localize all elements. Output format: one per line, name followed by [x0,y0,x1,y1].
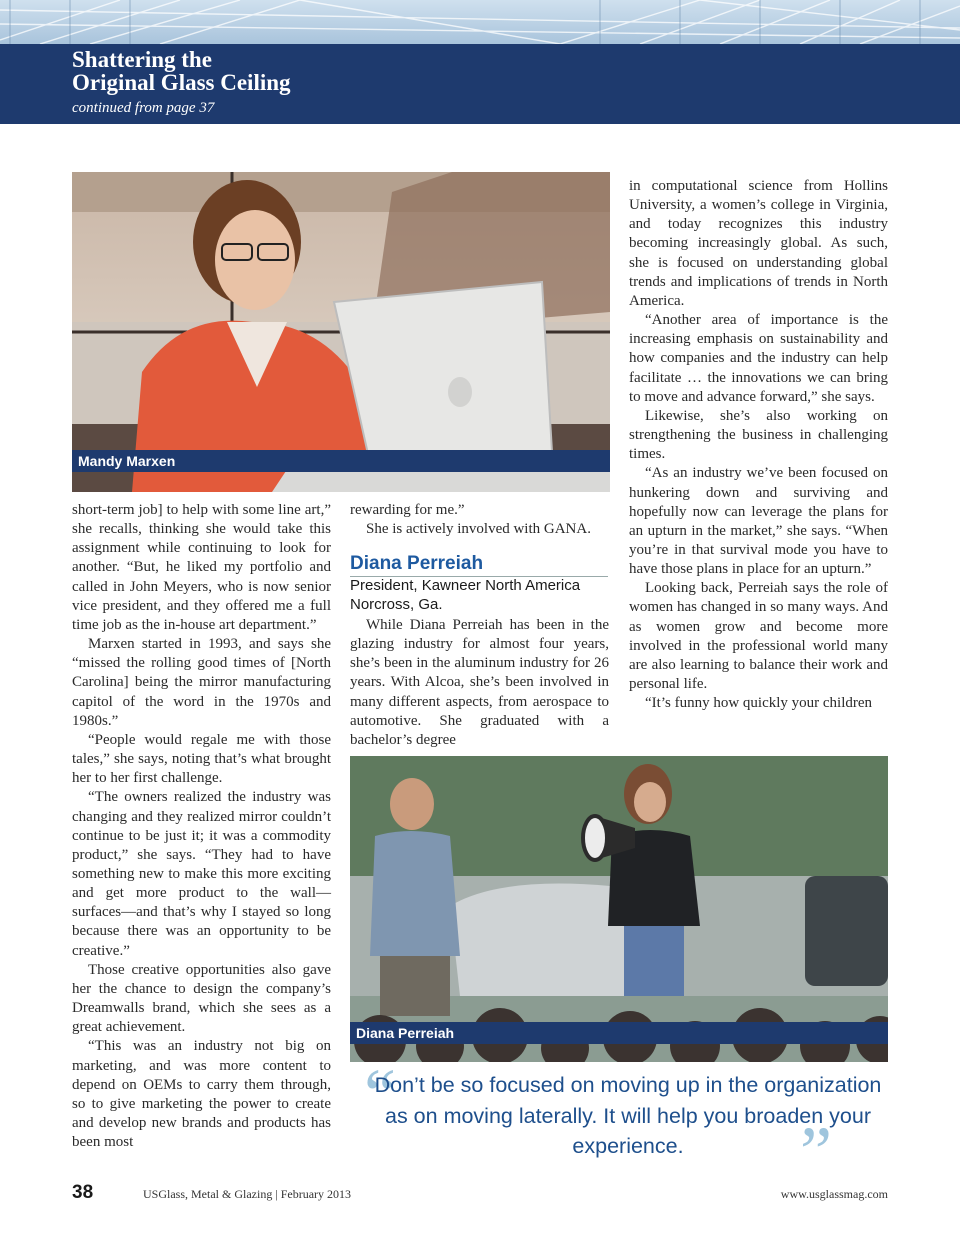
paragraph: “This was an industry not big on marketing, and was more content to depend on OEMs to carry them through, so to give marketing the power to create and develop new brands and products has been most [72,1038,331,1151]
paragraph: “As an industry we’ve been focused on hunkering down and surviving and hopefully now can leverage the plans for an upturn in the market,” she says. “When you’re in that survival mode you have to have those plans in place for an upturn.” [629,465,888,578]
paragraph: “It’s funny how quickly your children [645,695,873,712]
paragraph: short-term job] to help with some line art,” she recalls, thinking she would take this assignment while continuing to look for another. “But, he liked my portfolio and called in John Meyers, who is now senior vice president, and they offered me a full time job as the in-house art department.” [72,502,331,633]
photo-mandy-marxen-illustration [72,172,610,492]
column-2-text-body [350,616,609,750]
paragraph: rewarding for me.” [350,502,465,518]
column-3-text [629,177,888,713]
paragraph: Marxen started in 1993, and says she “missed the rolling good times of [North Carolina] being the mirror manufacturing capitol of the word in the 1970s and 1980s.” [72,636,331,729]
website-url: www.usglassmag.com [780,1187,888,1201]
profile-name-heading: Diana Perreiah [350,553,608,577]
paragraph: “People would regale me with those tales,” she says, noting that’s what brought her to her first challenge. [72,731,331,787]
paragraph: “Another area of importance is the increasing emphasis on sustainability and how companies and the industry can help facilitate … the innovations we can bring to move and advance forward,” she says. [629,312,888,405]
paragraph: Those creative opportunities also gave her the chance to design the company’s Dreamwalls brand, which she sees as a great achievement. [72,961,331,1036]
photo-mandy-marxen [72,172,610,492]
paragraph: “The owners realized the industry was changing and they realized mirror couldn’t continue to be just it; it was a commodity product,” she says. “They had to have something new to make this more exciting and get more product to the wall—surfaces—and that’s why I stayed so long because there was an opportunity to be creative.” [72,789,331,959]
profile-location: Norcross, Ga. [350,596,443,613]
article-title-line1: Shattering the [72,47,212,72]
pull-quote: Don’t be so focused on moving up in the organization as on moving laterally. It will help you broaden your experience. [374,1073,882,1158]
paragraph: in computational science from Hollins University, a women’s college in Virginia, and today recognizes this industry becoming increasingly global. As such, she is focused on understanding global trends and implications of trends in North America. [629,178,888,309]
article-title-line2: Original Glass Ceiling [72,70,291,95]
paragraph: Likewise, she’s also working on strengthening the business in challenging times. [629,407,888,463]
page-number: 38 [72,1182,94,1203]
header-photo-strip [0,0,960,44]
paragraph: While Diana Perreiah has been in the glazing industry for almost four years, she’s been in the aluminum industry for 26 years. With Alcoa, she’s been involved in many different aspects, from aerospace to automotive. She graduated with a bachelor’s degree [350,617,609,748]
close-quote-mark-icon: ” [800,1112,832,1192]
article-header-banner [0,44,960,124]
column-2-text-top [350,501,609,539]
profile-title: President, Kawneer North America [350,577,581,594]
paragraph: She is actively involved with GANA. [366,521,591,538]
magazine-issue: USGlass, Metal & Glazing | February 2013 [143,1187,352,1201]
photo-diana-perreiah [350,756,888,1062]
paragraph: Looking back, Perreiah says the role of women has changed in so many ways. And as women grow and become more involved in the professional world many are also learning to balance their work and personal life. [629,580,888,693]
photo-caption-perreiah: Diana Perreiah [350,1022,888,1044]
continued-from-note: continued from page 37 [72,100,215,116]
open-quote-mark-icon: “ [364,1054,396,1134]
photo-diana-perreiah-illustration [350,756,888,1062]
photo-caption-marxen: Mandy Marxen [72,450,610,472]
column-1-text [72,501,331,1152]
